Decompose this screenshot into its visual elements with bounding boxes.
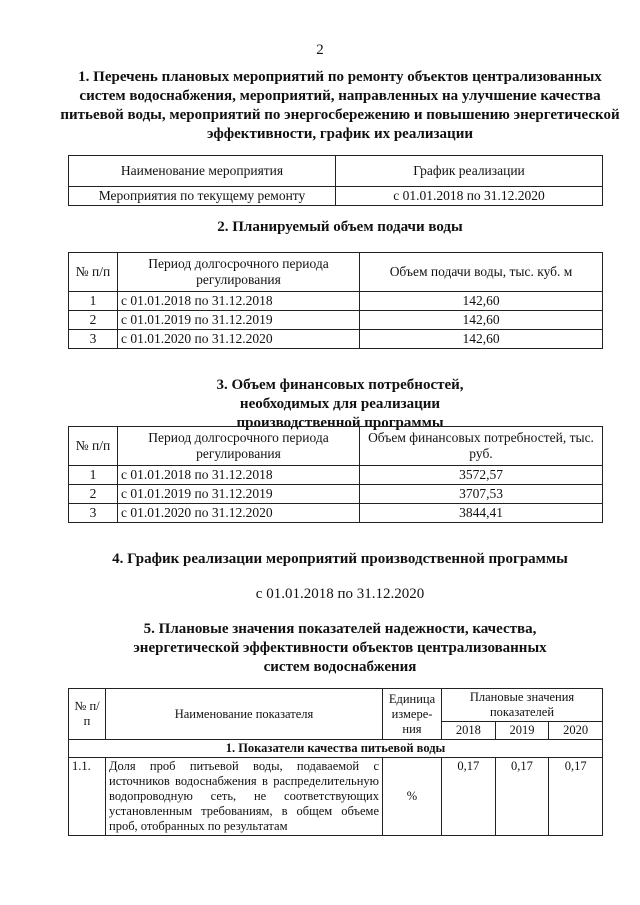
s5-year-2020: 2020 — [549, 722, 603, 740]
section3-table — [68, 426, 603, 523]
table-row — [69, 311, 603, 330]
section4-period: с 01.01.2018 по 31.12.2020 — [255, 586, 425, 602]
section2-table — [68, 252, 603, 349]
table-row — [69, 330, 603, 349]
s1-row-name: Мероприятия по текущему ремонту — [69, 187, 336, 206]
s3-r1-period: с 01.01.2018 по 31.12.2018 — [118, 466, 360, 485]
s3-r2-finance: 3707,53 — [360, 485, 603, 504]
s5-header-name: Наименование показателя — [106, 689, 383, 740]
s5-row-2019: 0,17 — [495, 758, 549, 836]
section1-table — [68, 155, 603, 206]
s2-r2-period: с 01.01.2019 по 31.12.2019 — [118, 311, 360, 330]
s2-header-num: № п/п — [69, 253, 118, 292]
s3-r2-num: 2 — [69, 485, 118, 504]
s2-r2-volume: 142,60 — [360, 311, 603, 330]
s3-r3-finance: 3844,41 — [360, 504, 603, 523]
s1-header-name: Наименование мероприятия — [69, 156, 336, 187]
section1-title: 1. Перечень плановых мероприятий по ремонту объектов централизованных систем водоснабжения, мероприятий, направленных на улучшение качества питьевой воды, мероприятий по энергосбережению и повышению энергетической эффективности, график их реализации — [60, 69, 620, 142]
s3-header-num: № п/п — [69, 427, 118, 466]
s2-r3-num: 3 — [69, 330, 118, 349]
section3-title: 3. Объем финансовых потребностей, необходимых для реализации производственной программы — [216, 377, 464, 431]
s3-header-period: Период долгосрочного периода регулирования — [118, 427, 360, 466]
section5-title: 5. Плановые значения показателей надежности, качества, энергетической эффективности объектов централизованных систем водоснабжения — [133, 621, 547, 675]
s5-header-unit: Единица измере-ния — [383, 689, 442, 740]
s5-header-num: № п/п — [69, 689, 106, 740]
s2-r3-period: с 01.01.2020 по 31.12.2020 — [118, 330, 360, 349]
s3-r1-num: 1 — [69, 466, 118, 485]
table-row — [69, 485, 603, 504]
s3-r3-num: 3 — [69, 504, 118, 523]
s5-row-2018: 0,17 — [442, 758, 496, 836]
s2-header-period: Период долгосрочного периода регулирования — [118, 253, 360, 292]
s3-header-finance: Объем финансовых потребностей, тыс. руб. — [360, 427, 603, 466]
s5-year-2019: 2019 — [495, 722, 549, 740]
s5-row-unit: % — [383, 758, 442, 836]
s2-r1-period: с 01.01.2018 по 31.12.2018 — [118, 292, 360, 311]
table-row — [69, 504, 603, 523]
s2-header-volume: Объем подачи воды, тыс. куб. м — [360, 253, 603, 292]
s5-row-2020: 0,17 — [549, 758, 603, 836]
s5-year-2018: 2018 — [442, 722, 496, 740]
s2-r2-num: 2 — [69, 311, 118, 330]
s3-r2-period: с 01.01.2019 по 31.12.2019 — [118, 485, 360, 504]
s5-row-num: 1.1. — [69, 758, 106, 836]
section5-table — [68, 688, 603, 836]
s5-row-name: Доля проб питьевой воды, подаваемой с источников водоснабжения в распределительную водопроводную сеть, не соответствующих установленным требованиям, в общем объеме проб, отобранных по результатам — [106, 758, 383, 836]
section2-title: 2. Планируемый объем подачи воды — [217, 219, 463, 235]
s3-r3-period: с 01.01.2020 по 31.12.2020 — [118, 504, 360, 523]
table-row — [69, 758, 603, 836]
s3-r1-finance: 3572,57 — [360, 466, 603, 485]
s2-r1-volume: 142,60 — [360, 292, 603, 311]
table-row — [69, 292, 603, 311]
section4-title: 4. График реализации мероприятий производственной программы — [112, 551, 568, 567]
s5-header-planned: Плановые значения показателей — [442, 689, 603, 722]
s2-r3-volume: 142,60 — [360, 330, 603, 349]
s5-group-title: 1. Показатели качества питьевой воды — [69, 740, 603, 758]
s1-row-schedule: с 01.01.2018 по 31.12.2020 — [336, 187, 603, 206]
s1-header-schedule: График реализации — [336, 156, 603, 187]
s2-r1-num: 1 — [69, 292, 118, 311]
page-number: 2 — [316, 42, 324, 58]
table-row — [69, 466, 603, 485]
